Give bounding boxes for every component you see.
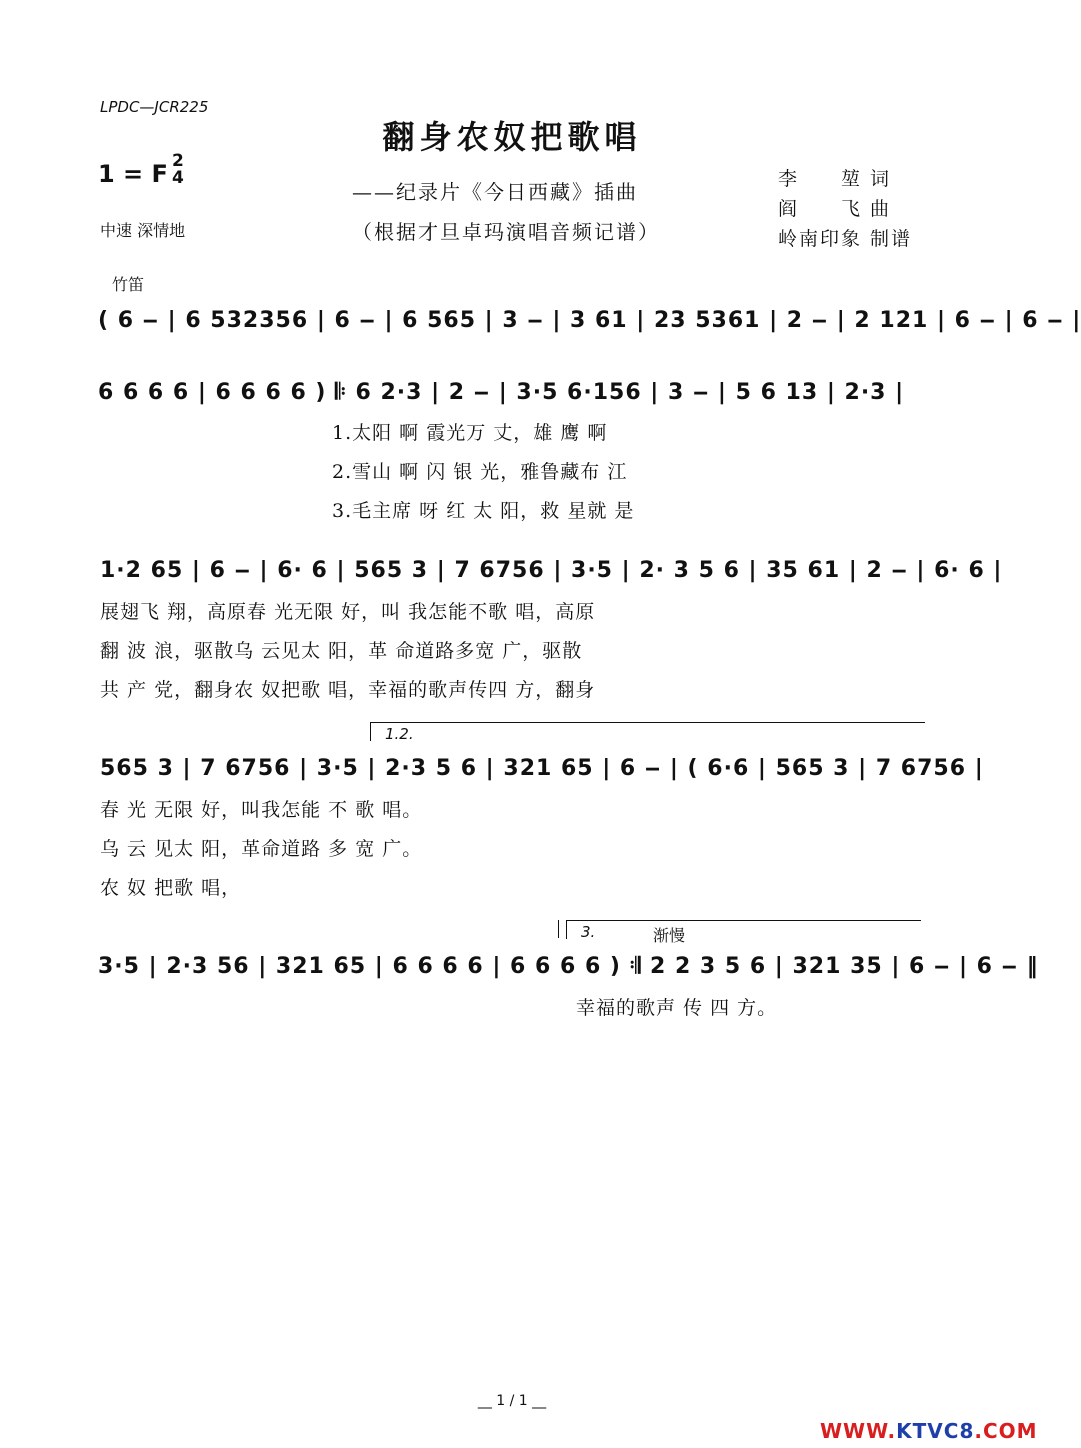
time-denominator: 4: [172, 168, 184, 188]
lyric-line-3-verse-3: 共 产 党，翻身农 奴把歌 唱，幸福的歌声传四 方，翻身: [100, 679, 596, 701]
time-signature: [172, 153, 184, 187]
lyric-line-3-verse-1: 展翅飞 翔，高原春 光无限 好，叫 我怎能不歌 唱，高原: [100, 601, 596, 623]
page-number: __ 1 / 1 __: [477, 1393, 547, 1409]
credit-lyricist: 李 堃 词: [778, 168, 892, 190]
volta-first-end: [558, 920, 561, 938]
tempo-marking: 中速 深情地: [100, 221, 186, 240]
lyric-line-2-verse-2: 2.雪山 啊 闪 银 光，雅鲁藏布 江: [332, 461, 628, 483]
score-subtitle: ——纪录片《今日西藏》插曲: [352, 180, 638, 204]
notation-line-3: 1·2 65 | 6 ‒ | 6· 6 | 565 3 | 7 6756 | 3·5 | 2· 3 5 6 | 35 61 | 2 ‒ | 6· 6 |: [100, 558, 1003, 583]
notation-line-1: ( 6 ‒ | 6 532356 | 6 ‒ | 6 565 | 3 ‒ | 3 61 | 23 5361 | 2 ‒ | 2 121 | 6 ‒ | 6 ‒ |: [98, 308, 1081, 333]
volta-first-ending: [370, 722, 925, 741]
key-signature: 1 = F: [98, 160, 168, 188]
notation-line-4: 565 3 | 7 6756 | 3·5 | 2·3 5 6 | 321 65 | 6 ‒ | ( 6·6 | 565 3 | 7 6756 |: [100, 756, 984, 781]
credit-transcriber: 岭南印象 制谱: [778, 228, 913, 250]
volta-first-label: 1.2.: [385, 725, 414, 743]
volta-third-label: 3.: [581, 923, 596, 941]
notation-line-5: 3·5 | 2·3 56 | 321 65 | 6 6 6 6 | 6 6 6 6 ) 𝄇 2 2 3 5 6 | 321 35 | 6 ‒ | 6 ‒ ‖: [98, 954, 1039, 979]
volta-third-ending: [566, 920, 921, 945]
lyric-line-3-verse-2: 翻 波 浪，驱散乌 云见太 阳，革 命道路多宽 广，驱散: [100, 640, 583, 662]
lyric-line-4-verse-3: 农 奴 把歌 唱，: [100, 877, 242, 899]
lyric-line-2-verse-1: 1.太阳 啊 霞光万 丈，雄 鹰 啊: [332, 422, 608, 444]
lyric-line-4-verse-1: 春 光 无限 好，叫我怎能 不 歌 唱。: [100, 799, 423, 821]
lyric-line-2-verse-3: 3.毛主席 呀 红 太 阳，救 星就 是: [332, 500, 635, 522]
score-title: 翻身农奴把歌唱: [382, 118, 642, 156]
ritardando-marking: 渐慢: [653, 926, 686, 945]
transcription-note: （根据才旦卓玛演唱音频记谱）: [352, 220, 660, 244]
notation-line-2: 6 6 6 6 | 6 6 6 6 ) 𝄆 6 2·3 | 2 ‒ | 3·5 6·156 | 3 ‒ | 5 6 13 | 2·3 |: [98, 380, 905, 405]
instrument-label: 竹笛: [112, 275, 145, 294]
time-numerator: 2: [172, 151, 184, 171]
site-watermark: WWW.KTVC8.COM: [820, 1419, 1038, 1443]
lyric-line-4-verse-2: 乌 云 见太 阳，革命道路 多 宽 广。: [100, 838, 423, 860]
lyric-line-5-verse-3: 幸福的歌声 传 四 方。: [576, 997, 778, 1019]
credit-composer: 阎 飞 曲: [778, 198, 892, 220]
score-code: LPDC—JCR225: [100, 98, 209, 116]
